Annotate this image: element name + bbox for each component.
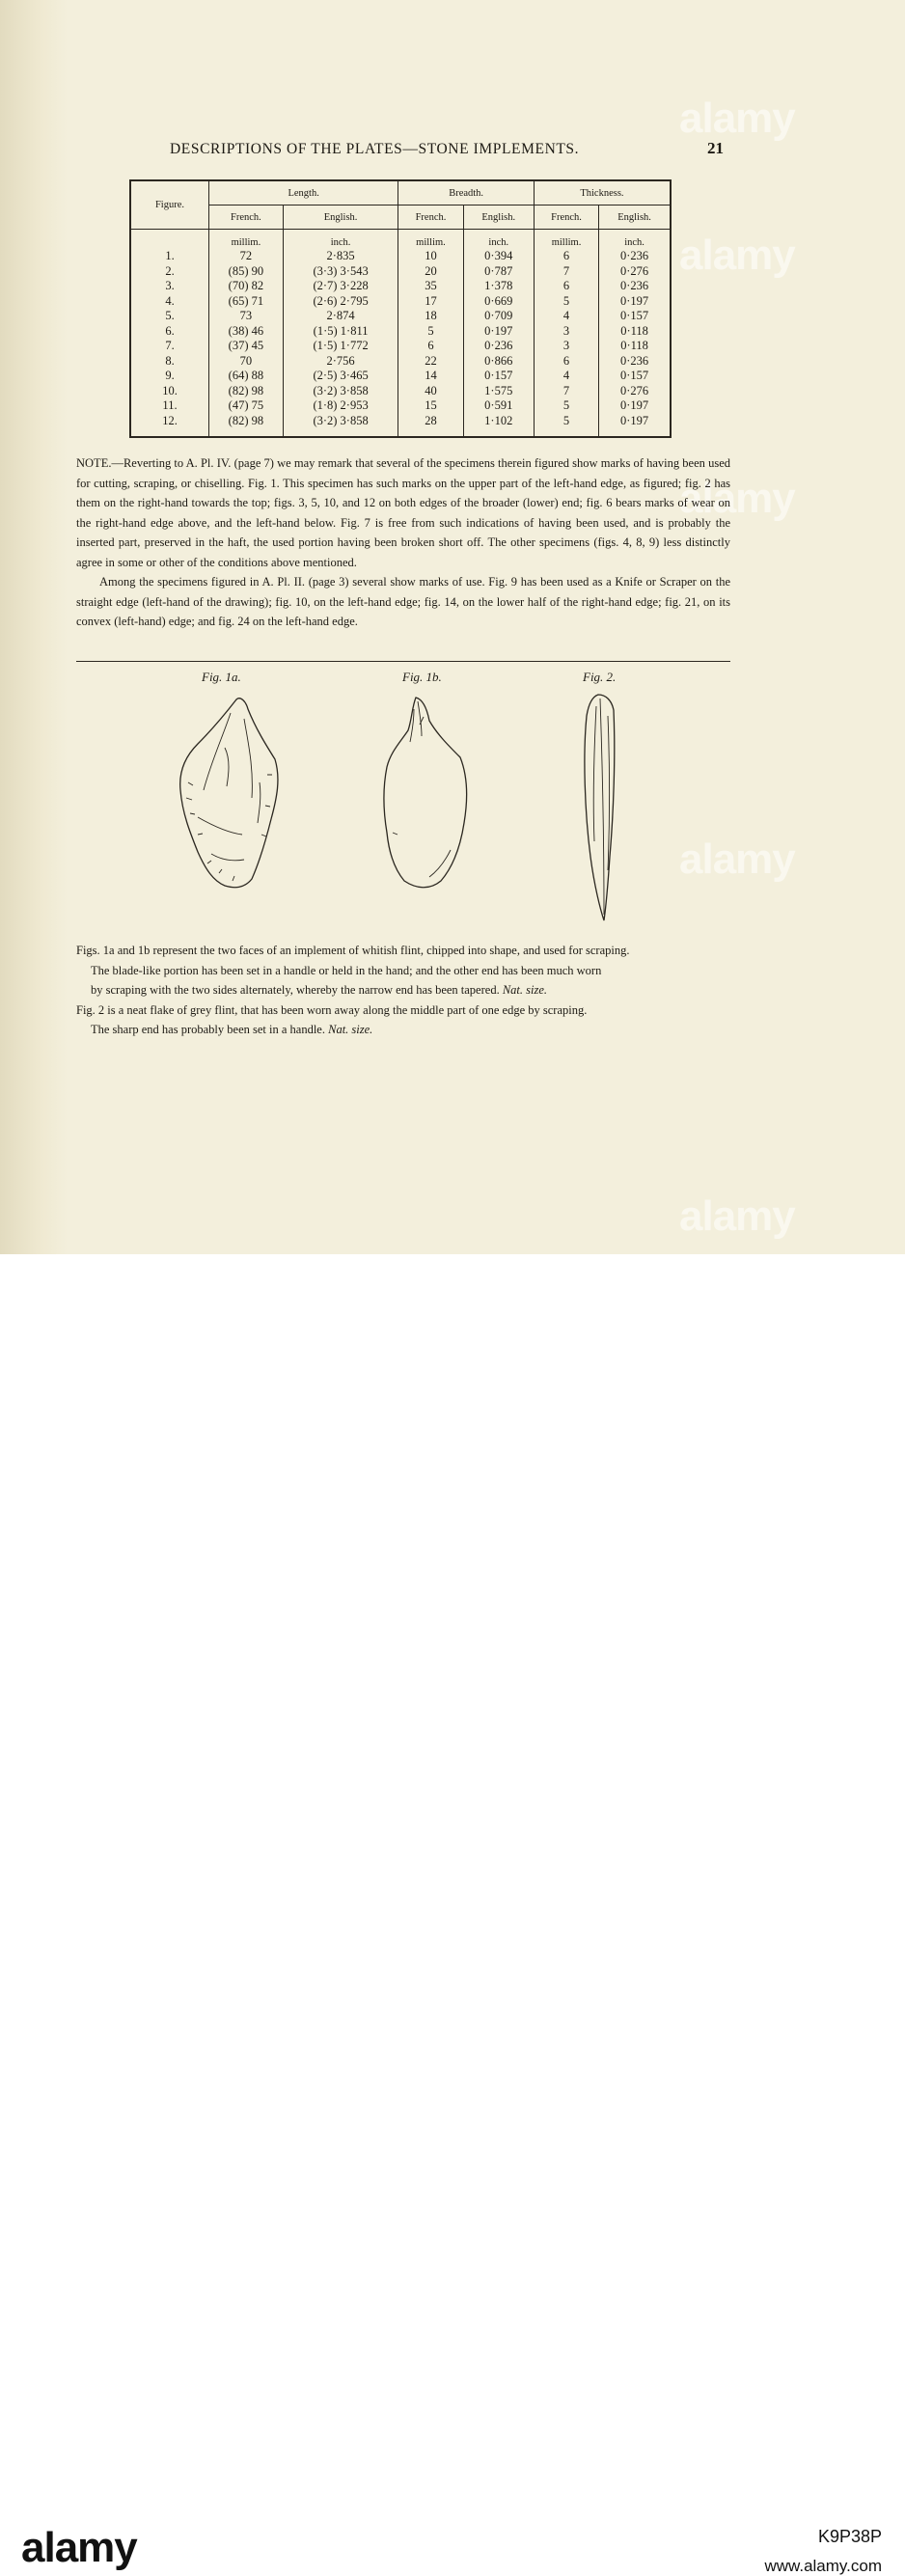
watermark-text: alamy [679, 1192, 795, 1240]
measurement-cell: (82) 98 [209, 384, 284, 399]
measurement-cell: 0·197 [463, 324, 534, 340]
table-row [130, 324, 671, 340]
measurement-cell: (1·5) 1·772 [283, 339, 398, 354]
figure-number-cell: 11. [130, 398, 209, 414]
figure-number-cell: 4. [130, 294, 209, 310]
units-cell: inch. [283, 230, 398, 250]
figure-number-cell: 5. [130, 309, 209, 324]
table-row [130, 414, 671, 438]
measurement-cell: 5 [534, 294, 598, 310]
subheader-english: English. [283, 206, 398, 230]
measurement-cell: 1·575 [463, 384, 534, 399]
measurement-cell: 2·874 [283, 309, 398, 324]
watermark-text: alamy [679, 836, 795, 883]
caption-line: The blade-like portion has been set in a handle or held in the hand; and the other end has been much worn [91, 963, 602, 977]
table-row [130, 354, 671, 370]
figure-number-cell: 7. [130, 339, 209, 354]
measurement-cell: 6 [398, 339, 463, 354]
measurement-cell: 0·276 [599, 264, 671, 280]
table-body [130, 230, 671, 438]
table-row [130, 249, 671, 264]
measurement-cell: 0·197 [599, 414, 671, 438]
subheader-french: French. [398, 206, 463, 230]
measurement-cell: 6 [534, 354, 598, 370]
figure-label-1a: Fig. 1a. [202, 670, 241, 684]
measurement-cell: 0·197 [599, 294, 671, 310]
note-paragraph-1: NOTE.—Reverting to A. Pl. IV. (page 7) we may remark that several of the specimens therein figured show marks of having been used for cutting, scraping, or chiselling. Fig. 1. This specimen has such marks on the upper part of the left-hand edge, as figured; fig. 2 has them on the right-hand towards the top; figs. 3, 5, 10, and 12 on both edges of the broader (lower) end; fig. 6 bears marks of wear on the right-hand edge above, and the left-hand below. Fig. 7 is free from such indications of having been used, and is probably the inserted part, preserved in the haft, the used portion having been broken short off. The other specimens (figs. 4, 8, 9) less distinctly agree in some or other of the conditions above mentioned. [76, 456, 730, 569]
measurement-cell: 0·118 [599, 324, 671, 340]
section-divider [76, 661, 730, 662]
watermark-text: alamy [679, 232, 795, 279]
figure-label-1b: Fig. 1b. [402, 670, 442, 684]
measurements-table [129, 179, 672, 438]
measurement-cell: (3·2) 3·858 [283, 414, 398, 438]
units-cell: millim. [534, 230, 598, 250]
measurement-cell: 0·669 [463, 294, 534, 310]
measurement-cell: (3·3) 3·543 [283, 264, 398, 280]
nat-size-label: Nat. size. [502, 983, 548, 997]
table-row [130, 398, 671, 414]
measurement-cell: 14 [398, 369, 463, 384]
measurement-cell: 18 [398, 309, 463, 324]
note-paragraph-2: Among the specimens figured in A. Pl. II. (page 3) several show marks of use. Fig. 9 has been used as a Knife or Scraper on the straight edge (left-hand of the drawing); fig. 10, on the left-hand edge; fig. 14, on the lower half of the right-hand edge; fig. 21, on its convex (left-hand) edge; and fig. 24 on the left-hand edge. [76, 575, 730, 628]
measurement-cell: (37) 45 [209, 339, 284, 354]
measurement-cell: (38) 46 [209, 324, 284, 340]
measurement-cell: 70 [209, 354, 284, 370]
breadth-group-header: Breadth. [398, 180, 535, 206]
figure-number-cell: 1. [130, 249, 209, 264]
measurement-cell: (64) 88 [209, 369, 284, 384]
measurement-cell: 0·591 [463, 398, 534, 414]
measurement-cell: 0·236 [463, 339, 534, 354]
measurement-cell: 5 [398, 324, 463, 340]
table-row [130, 294, 671, 310]
figure-number-cell: 8. [130, 354, 209, 370]
measurement-cell: 0·276 [599, 384, 671, 399]
measurement-cell: 72 [209, 249, 284, 264]
measurement-cell: 0·236 [599, 354, 671, 370]
measurement-cell: 1·378 [463, 279, 534, 294]
watermark-text: alamy [679, 95, 795, 142]
figure-number-cell: 10. [130, 384, 209, 399]
measurement-cell: 17 [398, 294, 463, 310]
page-number: 21 [707, 139, 724, 157]
caption-line [76, 1020, 732, 1040]
figure-number-cell: 6. [130, 324, 209, 340]
measurement-cell: 22 [398, 354, 463, 370]
caption-line: Fig. 2 is a neat flake of grey flint, that has been worn away along the middle part of one edge by scraping. [76, 1002, 588, 1017]
measurement-cell: (2·6) 2·795 [283, 294, 398, 310]
measurement-cell: 0·197 [599, 398, 671, 414]
subheader-english: English. [463, 206, 534, 230]
units-cell: millim. [398, 230, 463, 250]
measurement-cell: 0·157 [599, 309, 671, 324]
caption-text: The sharp end has probably been set in a handle. [91, 1023, 325, 1036]
measurement-cell: 35 [398, 279, 463, 294]
measurement-cell: 4 [534, 309, 598, 324]
figure-captions [76, 941, 732, 1040]
measurement-cell: (82) 98 [209, 414, 284, 438]
measurement-cell: 5 [534, 414, 598, 438]
caption-text: by scraping with the two sides alternately, whereby the narrow end has been tapered. [91, 983, 500, 997]
running-header: DESCRIPTIONS OF THE PLATES—STONE IMPLEMENTS. [170, 141, 580, 157]
measurement-cell: 0·157 [599, 369, 671, 384]
measurement-cell: (65) 71 [209, 294, 284, 310]
caption-line [76, 980, 732, 1000]
measurement-cell: (85) 90 [209, 264, 284, 280]
watermark-text: alamy [679, 475, 795, 522]
measurement-cell: (2·7) 3·228 [283, 279, 398, 294]
measurement-cell: 20 [398, 264, 463, 280]
subheader-french: French. [209, 206, 284, 230]
measurement-cell: 3 [534, 324, 598, 340]
figure-number-cell: 12. [130, 414, 209, 438]
subheader-french: French. [534, 206, 598, 230]
table-row [130, 309, 671, 324]
figure-number-cell: 2. [130, 264, 209, 280]
measurement-cell: (70) 82 [209, 279, 284, 294]
measurement-cell: 0·157 [463, 369, 534, 384]
units-cell: inch. [599, 230, 671, 250]
measurement-cell: 0·866 [463, 354, 534, 370]
page-gutter-shadow [0, 0, 68, 1254]
figure-number-cell: 3. [130, 279, 209, 294]
measurement-cell: (47) 75 [209, 398, 284, 414]
measurement-cell: 0·709 [463, 309, 534, 324]
measurement-cell: 0·787 [463, 264, 534, 280]
note-section [76, 453, 730, 632]
measurement-cell: 0·118 [599, 339, 671, 354]
nat-size-label: Nat. size. [328, 1023, 373, 1036]
caption-line: Figs. 1a and 1b represent the two faces of an implement of whitish flint, chipped into shape, and used for scraping. [76, 944, 630, 957]
table-row [130, 384, 671, 399]
table-row [130, 369, 671, 384]
measurement-cell: 3 [534, 339, 598, 354]
table-row [130, 339, 671, 354]
measurement-cell: (1·5) 1·811 [283, 324, 398, 340]
measurement-cell: 2·835 [283, 249, 398, 264]
flint-flake-drawing-2 [577, 687, 635, 928]
measurement-cell: (3·2) 3·858 [283, 384, 398, 399]
measurement-cell: 0·394 [463, 249, 534, 264]
alamy-logo: alamy [21, 2524, 137, 2571]
figure-label-2: Fig. 2. [583, 670, 617, 684]
table-row [130, 279, 671, 294]
thickness-group-header: Thickness. [534, 180, 671, 206]
stock-footer [0, 1254, 905, 2575]
length-group-header: Length. [209, 180, 398, 206]
units-cell: inch. [463, 230, 534, 250]
measurement-cell: (2·5) 3·465 [283, 369, 398, 384]
site-url: www.alamy.com [764, 2557, 882, 2575]
measurement-cell: 5 [534, 398, 598, 414]
table-row [130, 264, 671, 280]
figure-column-header: Figure. [130, 180, 209, 230]
units-row [130, 230, 671, 250]
measurement-cell: 7 [534, 384, 598, 399]
measurement-cell: 10 [398, 249, 463, 264]
measurement-cell: 40 [398, 384, 463, 399]
measurement-cell: 2·756 [283, 354, 398, 370]
measurement-cell: 73 [209, 309, 284, 324]
measurement-cell: 0·236 [599, 279, 671, 294]
measurement-cell: 7 [534, 264, 598, 280]
measurement-cell: 6 [534, 279, 598, 294]
subheader-english: English. [599, 206, 671, 230]
units-cell: millim. [209, 230, 284, 250]
measurement-cell: 4 [534, 369, 598, 384]
image-id: K9P38P [817, 2527, 882, 2546]
figure-number-cell: 9. [130, 369, 209, 384]
measurement-cell: 15 [398, 398, 463, 414]
book-page [0, 0, 905, 1254]
flint-implement-drawing-1a [169, 690, 294, 892]
measurement-cell: 6 [534, 249, 598, 264]
flint-implement-drawing-1b [371, 688, 482, 895]
measurement-cell: 1·102 [463, 414, 534, 438]
units-cell [130, 230, 209, 250]
measurement-cell: 0·236 [599, 249, 671, 264]
measurement-cell: (1·8) 2·953 [283, 398, 398, 414]
measurement-cell: 28 [398, 414, 463, 438]
